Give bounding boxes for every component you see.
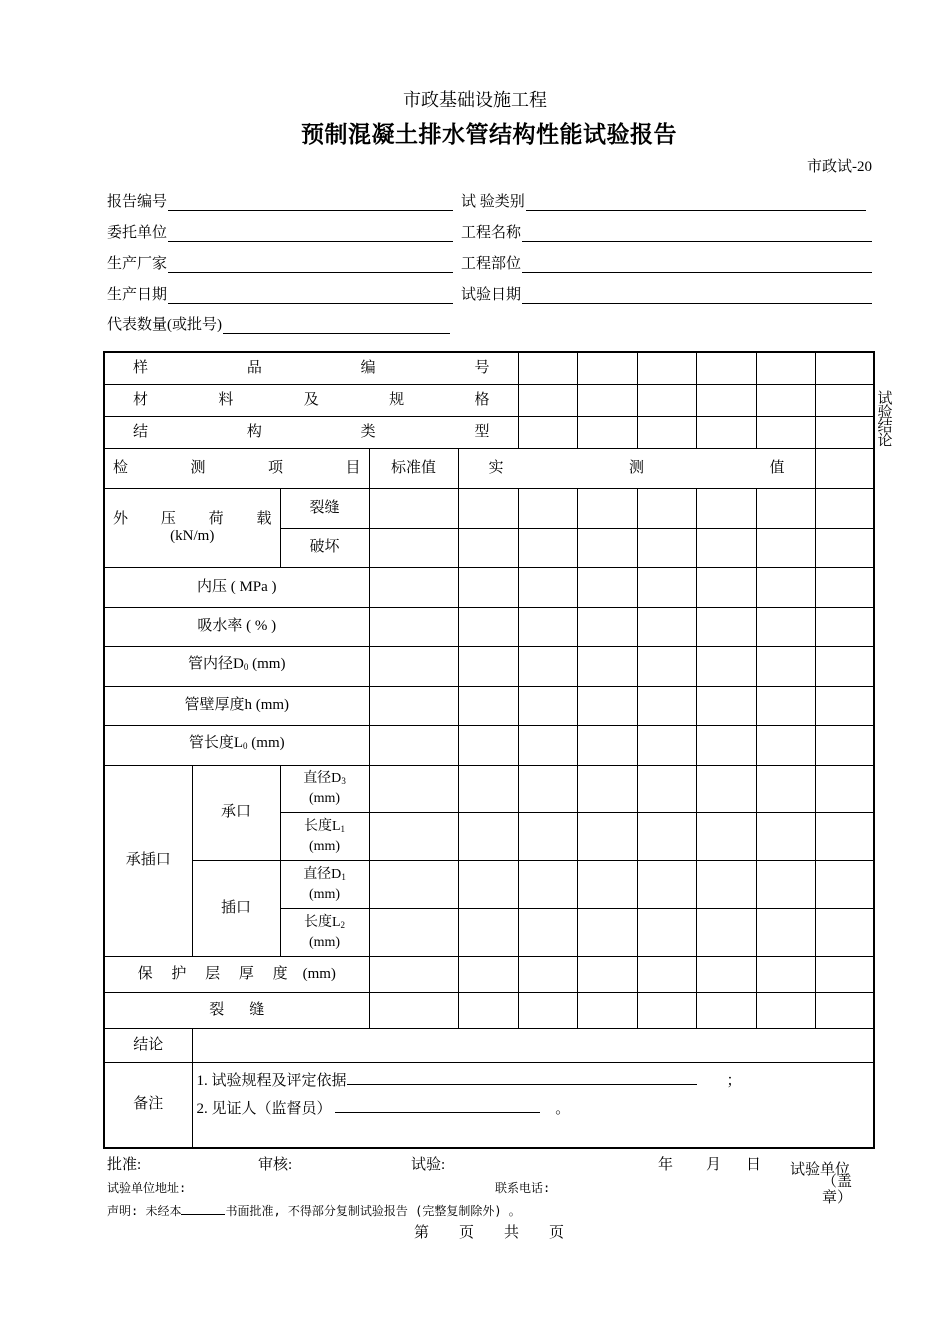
data-cell[interactable] — [756, 646, 815, 686]
data-cell[interactable] — [518, 352, 577, 384]
data-cell[interactable] — [458, 725, 518, 765]
review-label: 审核: — [258, 1157, 293, 1173]
data-cell[interactable] — [696, 646, 756, 686]
data-cell[interactable] — [369, 992, 458, 1028]
length-label: 管长度$L_0$ (mm) — [104, 725, 369, 765]
data-cell[interactable] — [756, 607, 815, 646]
data-cell[interactable] — [369, 528, 458, 567]
data-cell[interactable] — [756, 528, 815, 567]
data-cell[interactable] — [815, 725, 874, 765]
conclusion-label: 结论 — [104, 1028, 192, 1062]
data-cell[interactable] — [815, 528, 874, 567]
socket-label: 承口 — [192, 765, 280, 860]
field-line[interactable] — [168, 258, 453, 273]
data-cell[interactable] — [458, 646, 518, 686]
field-label: 报告编号 — [107, 194, 168, 210]
data-cell[interactable] — [637, 528, 696, 567]
field-line[interactable] — [522, 289, 872, 304]
field-label: 试 验类别 — [461, 194, 525, 210]
tester-label: 试验: — [411, 1157, 446, 1173]
measured-header: 实测值 — [458, 448, 815, 488]
item-header: 检测项目 — [104, 448, 369, 488]
data-cell[interactable] — [637, 384, 696, 416]
field-line[interactable] — [168, 227, 453, 242]
data-cell[interactable] — [815, 812, 874, 860]
data-cell[interactable] — [577, 567, 637, 607]
day-label: 日 — [746, 1157, 762, 1173]
data-cell[interactable] — [518, 956, 577, 992]
data-cell[interactable] — [577, 528, 637, 567]
data-cell[interactable] — [369, 646, 458, 686]
address-label: 试验单位地址: — [107, 1181, 187, 1195]
production-date-field[interactable] — [107, 283, 453, 304]
data-cell[interactable] — [696, 352, 756, 384]
data-cell[interactable] — [518, 488, 577, 528]
data-cell[interactable] — [637, 488, 696, 528]
spigot-label: 插口 — [192, 860, 280, 956]
material-spec-label: 材料及规格 — [104, 384, 518, 416]
data-cell[interactable] — [696, 607, 756, 646]
external-load-label: 外压荷载 (kN/m) — [104, 488, 280, 567]
conclusion-field[interactable] — [192, 1028, 874, 1062]
sample-no-label: 样品编号 — [104, 352, 518, 384]
form-code: 市政试-20 — [807, 159, 872, 175]
data-cell[interactable] — [458, 488, 518, 528]
data-cell[interactable] — [518, 528, 577, 567]
data-cell[interactable] — [458, 956, 518, 992]
data-cell[interactable] — [696, 725, 756, 765]
year-label: 年 — [658, 1157, 674, 1173]
basis-input[interactable] — [347, 1070, 697, 1085]
data-cell[interactable] — [577, 725, 637, 765]
page-number: 第 页 共 页 — [413, 1225, 564, 1241]
test-unit-label: 试验单位 — [790, 1162, 851, 1178]
data-cell[interactable] — [458, 528, 518, 567]
data-cell[interactable] — [756, 765, 815, 812]
data-cell[interactable] — [369, 488, 458, 528]
data-cell[interactable] — [637, 908, 696, 956]
remarks-field: 1. 试验规程及评定依据 ； 2. 见证人（监督员） 。 — [192, 1062, 874, 1148]
data-cell[interactable] — [518, 607, 577, 646]
socket-spigot-label: 承插口 — [104, 765, 192, 956]
data-cell[interactable] — [458, 567, 518, 607]
spigot-diameter-label: 直径$D_1$ (mm) — [280, 860, 369, 908]
data-cell[interactable] — [369, 607, 458, 646]
data-cell[interactable] — [696, 956, 756, 992]
data-cell[interactable] — [696, 686, 756, 725]
data-cell[interactable] — [577, 860, 637, 908]
internal-pressure-label: 内压 ( MPa ) — [104, 567, 369, 607]
data-cell[interactable] — [518, 686, 577, 725]
page-title: 预制混凝土排水管结构性能试验报告 — [301, 122, 677, 148]
data-cell[interactable] — [637, 725, 696, 765]
data-cell[interactable] — [696, 416, 756, 448]
data-cell[interactable] — [458, 860, 518, 908]
data-cell[interactable] — [637, 860, 696, 908]
remarks-label: 备注 — [104, 1062, 192, 1148]
data-cell[interactable] — [637, 646, 696, 686]
data-cell[interactable] — [756, 384, 815, 416]
data-cell[interactable] — [696, 765, 756, 812]
data-cell[interactable] — [577, 992, 637, 1028]
field-line[interactable] — [522, 258, 872, 273]
data-cell[interactable] — [756, 956, 815, 992]
data-cell[interactable] — [815, 488, 874, 528]
cover-thickness-label: 保护层厚度 (mm) — [104, 956, 369, 992]
failure-label: 破坏 — [280, 528, 369, 567]
crack-label: 裂缝 — [280, 488, 369, 528]
data-cell[interactable] — [518, 765, 577, 812]
test-date-field[interactable] — [461, 283, 872, 304]
manufacturer-field[interactable] — [107, 252, 453, 273]
data-cell[interactable] — [577, 765, 637, 812]
data-cell[interactable] — [756, 567, 815, 607]
data-cell[interactable] — [637, 812, 696, 860]
data-cell[interactable] — [815, 646, 874, 686]
data-cell[interactable] — [458, 908, 518, 956]
project-name-field[interactable] — [461, 221, 872, 242]
data-cell[interactable] — [458, 765, 518, 812]
subtitle: 市政基础设施工程 — [403, 90, 547, 110]
data-cell[interactable] — [696, 908, 756, 956]
data-cell[interactable] — [815, 765, 874, 812]
data-cell[interactable] — [518, 992, 577, 1028]
data-cell[interactable] — [577, 416, 637, 448]
data-cell[interactable] — [518, 567, 577, 607]
phone-label: 联系电话: — [495, 1181, 551, 1195]
data-cell[interactable] — [637, 567, 696, 607]
data-cell[interactable] — [518, 908, 577, 956]
data-cell[interactable] — [518, 725, 577, 765]
approve-label: 批准: — [107, 1157, 142, 1173]
data-cell[interactable] — [756, 352, 815, 384]
data-cell[interactable] — [637, 607, 696, 646]
client-field[interactable] — [107, 221, 453, 242]
standard-header: 标准值 — [369, 448, 458, 488]
test-table: 样品编号 试验结论 材料及规格 结构类型 检测项目 标准值 实测值 外压荷载 (kN/m) 裂缝 破坏 内压 ( MPa ) 吸水率 ( % ) 管内径$D_0$ (mm) 管壁厚度h (mm) 管长度$L_0$ (mm) 承插口 承口 直径$D_3$ (mm) 长度$L_1$ (mm) 插口 直径$D_1$ (mm) 长度$L_2$ (mm) 保护层厚度 (mm) 裂缝 结论 备注 1. 试验规程及评定依据 ； 2. 见证人（监督员） 。 — [103, 351, 875, 1149]
data-cell[interactable] — [815, 956, 874, 992]
field-line[interactable] — [168, 196, 453, 211]
socket-diameter-label: 直径$D_3$ (mm) — [280, 765, 369, 812]
field-label: 工程部位 — [461, 256, 522, 272]
data-cell[interactable] — [369, 765, 458, 812]
data-cell[interactable] — [577, 646, 637, 686]
data-cell[interactable] — [637, 352, 696, 384]
data-cell[interactable] — [577, 488, 637, 528]
data-cell[interactable] — [369, 860, 458, 908]
data-cell[interactable] — [458, 812, 518, 860]
statement: 声明: 未经本 书面批准, 不得部分复制试验报告 (完整复制除外) 。 — [107, 1200, 521, 1219]
inner-diameter-label: 管内径$D_0$ (mm) — [104, 646, 369, 686]
data-cell[interactable] — [637, 765, 696, 812]
data-cell[interactable] — [696, 812, 756, 860]
data-cell[interactable] — [518, 384, 577, 416]
data-cell[interactable] — [696, 528, 756, 567]
test-type-field[interactable] — [461, 190, 866, 211]
witness-input[interactable] — [335, 1098, 540, 1113]
report-no-field[interactable] — [107, 190, 453, 211]
data-cell[interactable] — [518, 860, 577, 908]
data-cell[interactable] — [518, 646, 577, 686]
field-label: 生产日期 — [107, 287, 168, 303]
data-cell[interactable] — [577, 956, 637, 992]
data-cell[interactable] — [577, 908, 637, 956]
spigot-length-label: 长度$L_2$ (mm) — [280, 908, 369, 956]
field-line[interactable] — [168, 289, 453, 304]
data-cell[interactable] — [815, 384, 874, 416]
data-cell[interactable] — [756, 686, 815, 725]
data-cell[interactable] — [696, 860, 756, 908]
data-cell[interactable] — [458, 686, 518, 725]
data-cell[interactable] — [815, 860, 874, 908]
data-cell[interactable] — [577, 812, 637, 860]
data-cell[interactable] — [815, 607, 874, 646]
data-cell[interactable] — [815, 567, 874, 607]
data-cell[interactable] — [369, 725, 458, 765]
data-cell[interactable] — [369, 686, 458, 725]
data-cell[interactable] — [756, 812, 815, 860]
field-line[interactable] — [223, 319, 450, 334]
data-cell[interactable] — [815, 686, 874, 725]
stamp-label: （盖章） — [822, 1174, 853, 1206]
data-cell[interactable] — [577, 352, 637, 384]
project-part-field[interactable] — [461, 252, 872, 273]
data-cell[interactable] — [577, 686, 637, 725]
data-cell[interactable] — [696, 992, 756, 1028]
data-cell[interactable] — [815, 352, 874, 384]
data-cell[interactable] — [577, 607, 637, 646]
field-label: 委托单位 — [107, 225, 168, 241]
data-cell[interactable] — [696, 488, 756, 528]
data-cell[interactable] — [369, 567, 458, 607]
data-cell[interactable] — [756, 860, 815, 908]
crack-row-label: 裂缝 — [104, 992, 369, 1028]
data-cell[interactable] — [458, 992, 518, 1028]
data-cell[interactable] — [518, 416, 577, 448]
data-cell[interactable] — [756, 908, 815, 956]
data-cell[interactable] — [637, 992, 696, 1028]
data-cell[interactable] — [369, 812, 458, 860]
field-label: 代表数量(或批号) — [107, 317, 222, 333]
field-label: 工程名称 — [461, 225, 522, 241]
data-cell[interactable] — [696, 384, 756, 416]
field-line[interactable] — [522, 227, 872, 242]
wall-thickness-label: 管壁厚度h (mm) — [104, 686, 369, 725]
data-cell[interactable] — [815, 416, 874, 448]
data-cell[interactable] — [369, 956, 458, 992]
data-cell[interactable] — [756, 488, 815, 528]
structure-type-label: 结构类型 — [104, 416, 518, 448]
data-cell[interactable] — [518, 812, 577, 860]
data-cell[interactable] — [637, 686, 696, 725]
field-label: 生产厂家 — [107, 256, 168, 272]
data-cell[interactable] — [637, 416, 696, 448]
data-cell[interactable] — [815, 908, 874, 956]
quantity-field[interactable] — [107, 313, 450, 334]
data-cell[interactable] — [458, 607, 518, 646]
field-line[interactable] — [526, 196, 866, 211]
field-label: 试验日期 — [461, 287, 522, 303]
data-cell[interactable] — [696, 567, 756, 607]
data-cell[interactable] — [756, 992, 815, 1028]
data-cell[interactable] — [577, 384, 637, 416]
data-cell[interactable] — [369, 908, 458, 956]
month-label: 月 — [706, 1157, 722, 1173]
water-absorption-label: 吸水率 ( % ) — [104, 607, 369, 646]
socket-length-label: 长度$L_1$ (mm) — [280, 812, 369, 860]
data-cell[interactable] — [815, 992, 874, 1028]
data-cell[interactable] — [637, 956, 696, 992]
data-cell[interactable] — [756, 725, 815, 765]
data-cell[interactable] — [756, 416, 815, 448]
